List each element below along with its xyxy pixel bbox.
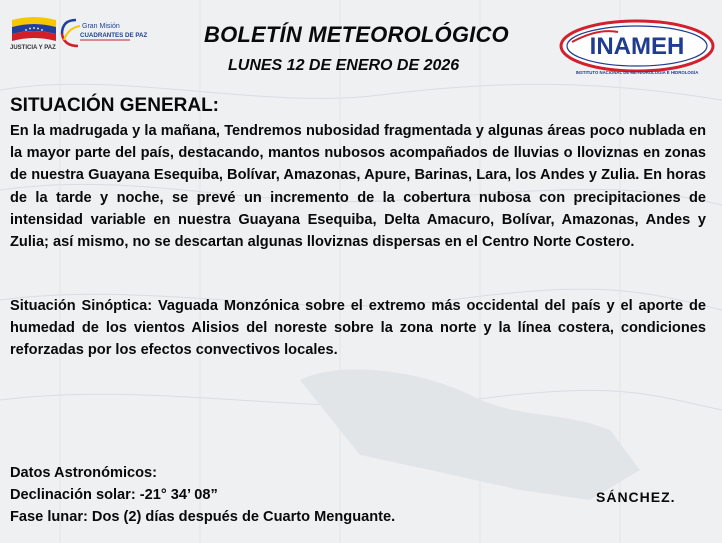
inameh-logo <box>558 18 716 78</box>
gran-mision-text: Gran Misión <box>82 23 120 30</box>
solar-declination: Declinación solar: -21° 34’ 08” <box>10 487 218 503</box>
bulletin-title: BOLETÍN METEOROLÓGICO <box>204 22 509 47</box>
astronomical-data <box>10 462 395 528</box>
inameh-subtitle: INSTITUTO NACIONAL DE METEOROLOGÍA E HIDROLOGÍA <box>575 70 699 75</box>
cuadrantes-de-paz-logo <box>60 14 148 54</box>
moon-phase: Fase lunar: Dos (2) días después de Cuarto Menguante. <box>10 509 396 525</box>
general-situation-paragraph: En la madrugada y la mañana, Tendremos nubosidad fragmentada y algunas áreas poco nublada en la mayor parte del país, destacando, mantos nubosos acompañados de lluvias o lloviznas en zonas de nuestra Guayana Esequiba, Bolívar, Amazonas, Apure, Barinas, Lara, los Andes y Zulia. En horas de la tarde y noche, se prevé un incremento de la cobertura nubosa con precipitaciones de intensidad variable en nuestra Guayana Esequiba, Delta Amacuro, Bolívar, Amazonas, Andes y Zulia; así mismo, no se descartan algunas lloviznas dispersas en el Centro Norte Costero. <box>10 123 706 251</box>
synoptic-situation-paragraph: Situación Sinóptica: Vaguada Monzónica sobre el extremo más occidental del país y el aporte de humedad de los vientos Alisios del noreste sobre la zona norte y la línea costera, condiciones reforzadas por los efectos convectivos locales. <box>10 298 706 359</box>
bulletin-date: LUNES 12 DE ENERO DE 2026 <box>228 57 460 74</box>
cuadrantes-de-paz-text: CUADRANTES DE PAZ <box>80 32 148 39</box>
general-situation-heading: SITUACIÓN GENERAL: <box>10 95 219 116</box>
astronomical-data-title: Datos Astronómicos: <box>10 465 158 481</box>
inameh-brand-text: INAMEH <box>589 33 685 60</box>
justicia-y-paz-caption: JUSTICIA Y PAZ <box>10 45 56 51</box>
forecaster-signature: SÁNCHEZ. <box>596 489 676 505</box>
